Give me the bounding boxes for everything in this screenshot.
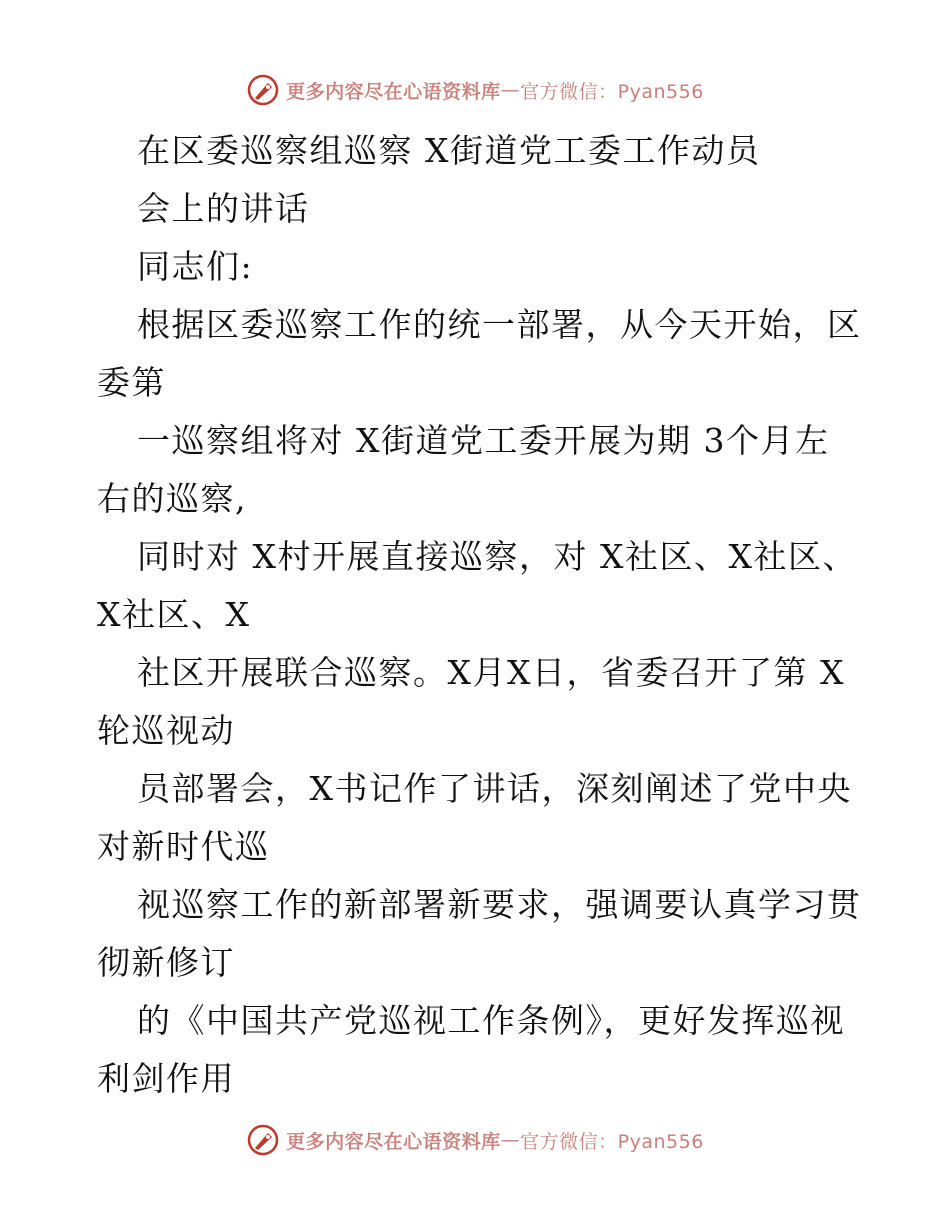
watermark-site-name: 更多内容尽在心语资料库 [286,80,501,103]
text-line: 员部署会，X书记作了讲话，深刻阐述了党中央 [137,769,852,808]
watermark-dash: — [500,1129,521,1151]
text-line: 会上的讲话 [137,189,310,228]
text-line: 彻新修订 [97,943,235,982]
text-line: 同时对 X村开展直接巡察，对 X社区、X社区、 [137,537,857,576]
pen-nib-logo-icon [246,73,280,107]
text-line: 一巡察组将对 X街道党工委开展为期 3个月左 [137,421,830,460]
footer-watermark [0,1120,950,1160]
text-line: 视巡察工作的新部署新要求，强调要认真学习贯 [137,885,862,924]
text-line: 根据区委巡察工作的统一部署，从今天开始，区 [137,305,862,344]
header-watermark [0,70,950,110]
text-line: 右的巡察, [97,479,247,518]
text-line: X社区、X [97,595,251,634]
text-line: 的《中国共产党巡视工作条例》，更好发挥巡视 [137,1001,845,1040]
watermark-wechat: 官方微信：Pyan556 [520,1130,704,1153]
text-line: 利剑作用 [97,1059,235,1098]
text-line: 委第 [97,363,166,402]
text-line: 同志们: [137,247,254,286]
text-line: 对新时代巡 [97,827,270,866]
watermark-site-name: 更多内容尽在心语资料库 [286,1130,501,1153]
text-line: 轮巡视动 [97,711,235,750]
document-body [97,122,867,1108]
watermark-wechat: 官方微信：Pyan556 [520,80,704,103]
pen-nib-logo-icon [246,1123,280,1157]
text-line: 在区委巡察组巡察 X街道党工委工作动员 [137,131,761,170]
watermark-dash: — [500,79,521,101]
text-line: 社区开展联合巡察。X月X日，省委召开了第 X [137,653,845,692]
